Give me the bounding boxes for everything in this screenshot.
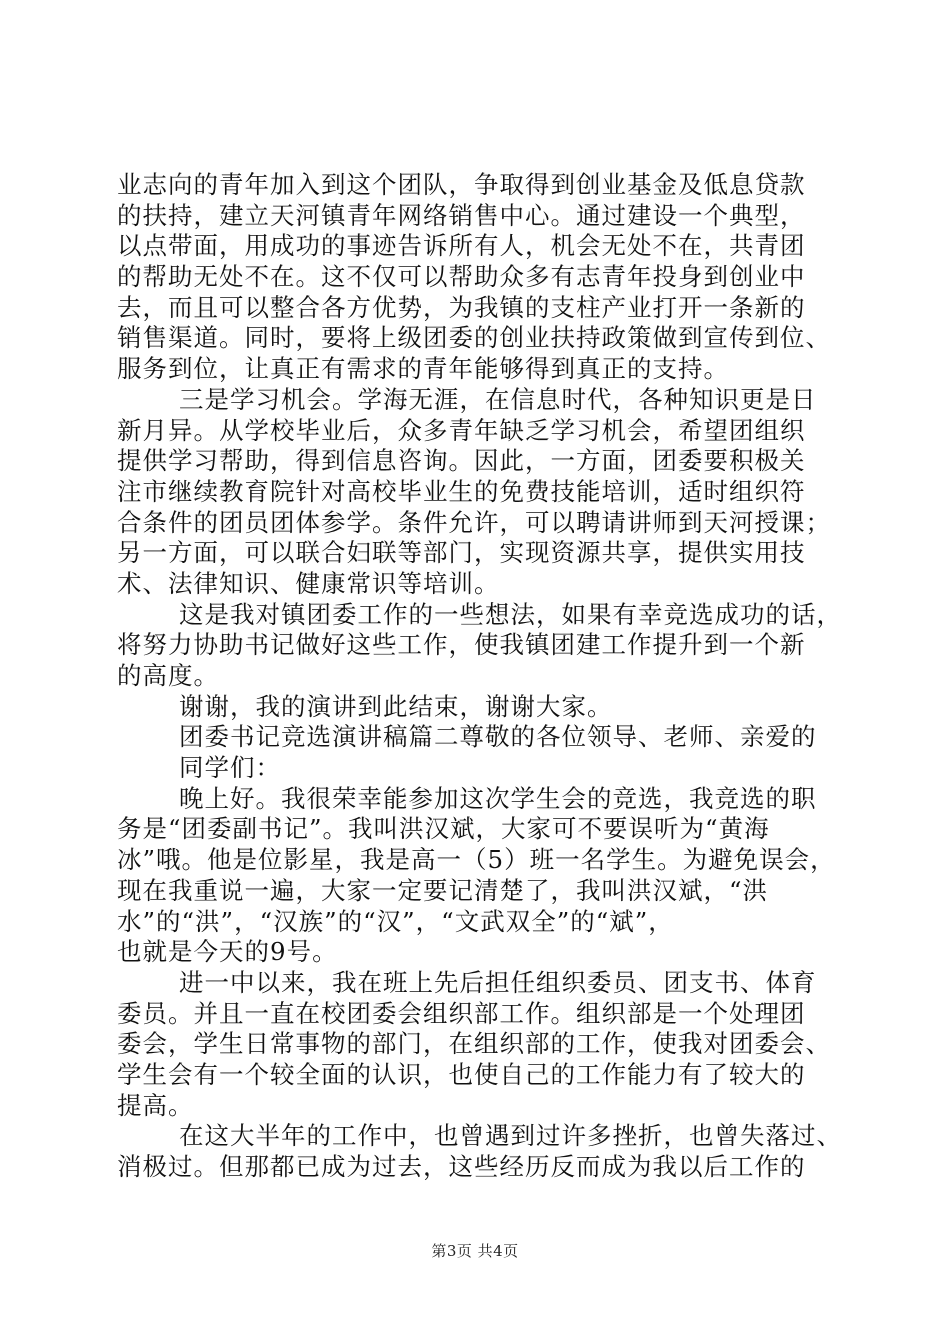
text-line: 提供学习帮助，得到信息咨询。因此，一方面，团委要积极关 (117, 446, 806, 476)
text-line: 团委书记竞选演讲稿篇二尊敬的各位领导、老师、亲爱的 (179, 722, 817, 752)
text-line: 冰”哦。他是位影星，我是高一（5）班一名学生。为避免误会， (117, 845, 836, 875)
text-line: 同学们： (179, 753, 281, 783)
text-line: 业志向的青年加入到这个团队，争取得到创业基金及低息贷款 (117, 170, 806, 199)
text-line: 谢谢，我的演讲到此结束，谢谢大家。 (179, 691, 613, 721)
text-line: 将努力协助书记做好这些工作，使我镇团建工作提升到一个新 (117, 630, 806, 660)
text-line: 术、法律知识、健康常识等培训。 (117, 568, 500, 598)
text-line: 现在我重说一遍，大家一定要记清楚了，我叫洪汉斌，“洪 (117, 875, 769, 905)
text-line: 以点带面，用成功的事迹告诉所有人，机会无处不在，共青团 (117, 231, 806, 261)
text-line: 水”的“洪”，“汉族”的“汉”，“文武双全”的“斌”， (117, 906, 674, 936)
text-line: 进一中以来，我在班上先后担任组织委员、团支书、体育 (179, 967, 817, 997)
text-line: 消极过。但那都已成为过去，这些经历反而成为我以后工作的 (117, 1152, 806, 1181)
text-line: 注市继续教育院针对高校毕业生的免费技能培训，适时组织符 (117, 476, 806, 506)
text-line: 在这大半年的工作中，也曾遇到过许多挫折，也曾失落过、 (179, 1121, 842, 1151)
text-line: 的帮助无处不在。这不仅可以帮助众多有志青年投身到创业中 (117, 262, 806, 292)
text-line: 委会，学生日常事物的部门，在组织部的工作，使我对团委会、 (117, 1029, 831, 1059)
document-body (117, 170, 842, 1183)
text-line: 委员。并且一直在校团委会组织部工作。组织部是一个处理团 (117, 998, 806, 1028)
text-line: 也就是今天的9号。 (117, 937, 338, 967)
text-line: 的扶持，建立天河镇青年网络销售中心。通过建设一个典型， (117, 200, 806, 230)
text-line: 去，而且可以整合各方优势，为我镇的支柱产业打开一条新的 (117, 292, 806, 322)
page-number-footer: 第3页 共4页 (431, 1242, 519, 1260)
text-line: 这是我对镇团委工作的一些想法，如果有幸竞选成功的话， (179, 599, 842, 629)
text-line: 晚上好。我很荣幸能参加这次学生会的竞选，我竞选的职 (179, 783, 817, 813)
text-line: 新月异。从学校毕业后，众多青年缺乏学习机会，希望团组织 (117, 415, 806, 445)
text-line: 服务到位，让真正有需求的青年能够得到真正的支持。 (117, 354, 729, 384)
text-line: 务是“团委副书记”。我叫洪汉斌，大家可不要误听为“黄海 (117, 814, 770, 844)
text-line: 学生会有一个较全面的认识，也使自己的工作能力有了较大的 (117, 1059, 806, 1089)
text-line: 三是学习机会。学海无涯，在信息时代，各种知识更是日 (179, 384, 817, 414)
text-line: 提高。 (117, 1090, 194, 1120)
text-line: 合条件的团员团体参学。条件允许，可以聘请讲师到天河授课； (117, 507, 831, 537)
text-line: 另一方面，可以联合妇联等部门，实现资源共享，提供实用技 (117, 538, 806, 568)
text-line: 的高度。 (117, 661, 219, 690)
text-line: 销售渠道。同时，要将上级团委的创业扶持政策做到宣传到位、 (117, 323, 831, 353)
